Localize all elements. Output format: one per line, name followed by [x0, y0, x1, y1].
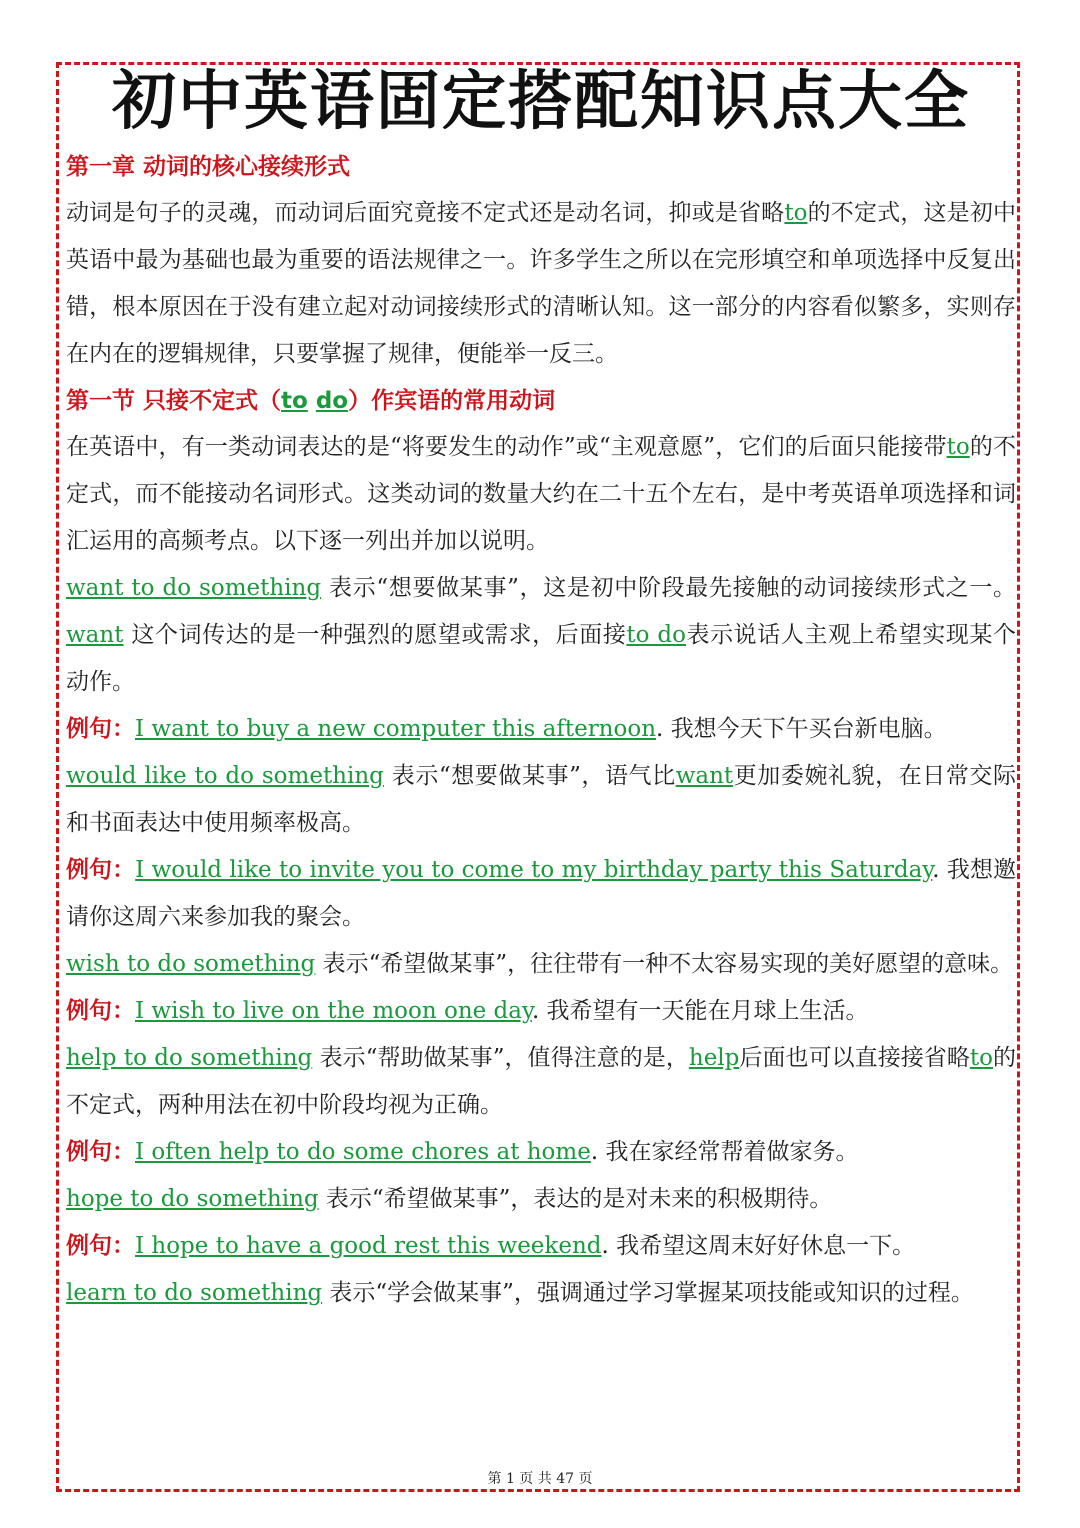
entry-help: help to do something 表示“帮助做某事”，值得注意的是，help后面也可以直接接省略to的不定式，两种用法在初中阶段均视为正确。 — [66, 1045, 1017, 1118]
page-footer: 第 1 页 共 47 页 — [487, 1471, 593, 1487]
phrase-learn: learn to do something — [66, 1280, 323, 1306]
chapter-heading: 第一章 动词的核心接续形式 — [66, 154, 351, 180]
example-wish: 例句：I wish to live on the moon one day. 我希望有一天能在月球上生活。 — [66, 998, 869, 1024]
section-intro: 在英语中，有一类动词表达的是“将要发生的动作”或“主观意愿”，它们的后面只能接带to的不定式，而不能接动名词形式。这类动词的数量大约在二十五个左右，是中考英语单项选择和词汇运用的高频考点。以下逐一列出并加以说明。 — [66, 434, 1016, 554]
intro-paragraph: 动词是句子的灵魂，而动词后面究竟接不定式还是动名词，抑或是省略to的不定式，这是初中英语中最为基础也最为重要的语法规律之一。许多学生之所以在完形填空和单项选择中反复出错，根本原因在于没有建立起对动词接续形式的清晰认知。这一部分的内容看似繁多，实则存在内在的逻辑规律，只要掌握了规律，便能举一反三。 — [66, 200, 1017, 367]
example-want: 例句：I want to buy a new computer this afternoon. 我想今天下午买台新电脑。 — [66, 716, 947, 742]
entry-hope: hope to do something 表示“希望做某事”，表达的是对未来的积极期待。 — [66, 1186, 833, 1212]
entry-want: want to do something 表示“想要做某事”，这是初中阶段最先接触的动词接续形式之一。want 这个词传达的是一种强烈的愿望或需求，后面接to do表示说话人主观上希望实现某个动作。 — [66, 575, 1016, 695]
entry-would-like: would like to do something 表示“想要做某事”，语气比want更加委婉礼貌，在日常交际和书面表达中使用频率极高。 — [66, 763, 1017, 836]
phrase-wish: wish to do something — [66, 951, 316, 977]
section-heading: 第一节 只接不定式（to do）作宾语的常用动词 — [66, 388, 556, 414]
phrase-help: help to do something — [66, 1045, 313, 1071]
entry-wish: wish to do something 表示“希望做某事”，往往带有一种不太容易实现的美好愿望的意味。 — [66, 951, 1014, 977]
example-hope: 例句：I hope to have a good rest this weekend. 我希望这周末好好休息一下。 — [66, 1233, 916, 1259]
page-title: 初中英语固定搭配知识点大全 — [112, 65, 970, 139]
document-body — [66, 60, 1016, 1317]
phrase-would-like: would like to do something — [66, 763, 384, 789]
entry-learn: learn to do something 表示“学会做某事”，强调通过学习掌握某项技能或知识的过程。 — [66, 1280, 974, 1306]
phrase-want: want to do something — [66, 575, 322, 601]
phrase-hope: hope to do something — [66, 1186, 319, 1212]
example-would-like: 例句：I would like to invite you to come to my birthday party this Saturday. 我想邀请你这周六来参加我的聚会。 — [66, 857, 1016, 930]
example-help: 例句：I often help to do some chores at home. 我在家经常帮着做家务。 — [66, 1139, 859, 1165]
